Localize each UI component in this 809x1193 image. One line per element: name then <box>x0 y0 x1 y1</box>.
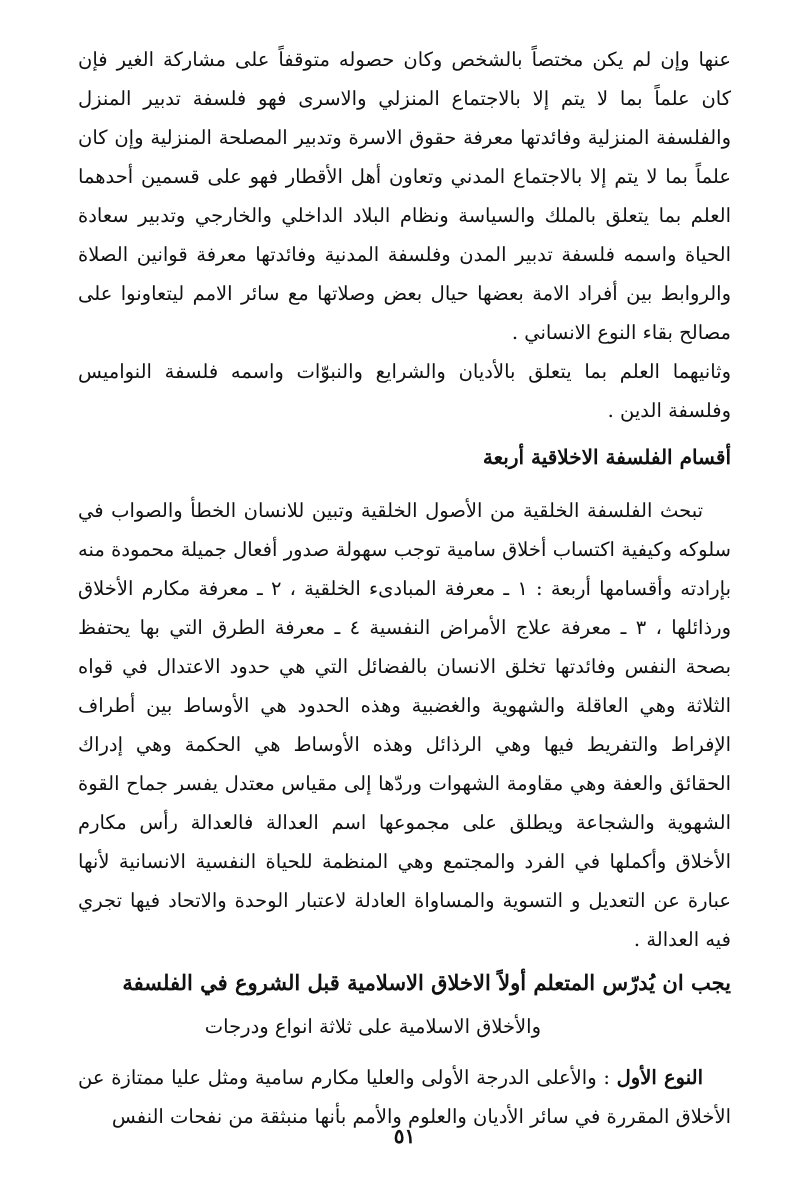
section-heading-islamic-ethics: يجب ان يُدرّس المتعلم أولاً الاخلاق الاسلامية قبل الشروع في الفلسفة <box>122 970 731 995</box>
paragraph-islamic-ethics-types: والأخلاق الاسلامية على ثلاثة انواع ودرجات <box>204 1015 541 1038</box>
first-type-text: : والأعلى الدرجة الأولى والعليا مكارم سامية ومثل عليا ممتازة عن الأخلاق المقررة في سائر الأديان والعلوم والأمم بأنها منبثقة من نفحات النفس <box>78 1066 731 1128</box>
first-type-label: النوع الأول <box>616 1066 704 1089</box>
paragraph-religion-philosophy: وثانيهما العلم بما يتعلق بالأديان والشرايع والنبوّات واسمه فلسفة النواميس وفلسفة الدين . <box>78 360 731 422</box>
paragraph-household-civil-philosophy: عنها وإن لم يكن مختصاً بالشخص وكان حصوله متوقفاً على مشاركة الغير فإن كان علماً بما لا يتم إلا بالاجتماع المنزلي والاسرى فهو فلسفة تدبير المنزل والفلسفة المنزلية وفائدتها معرفة حقوق الاسرة وتدبير المصلحة المنزلية وإن كان علماً بما لا يتم إلا بالاجتماع المدني وتعاون أهل الأقطار فهو على قسمين أحدهما العلم بما يتعلق بالملك والسياسة ونظام البلاد الداخلي والخارجي وتدبير سعادة الحياة واسمه فلسفة تدبير المدن وفلسفة المدنية وفائدتها معرفة قوانين الصلاة والروابط بين أفراد الامة بعضها حيال بعض وصلاتها مع سائر الامم ليتعاونوا على مصالح بقاء النوع الانساني . <box>78 48 731 344</box>
page-number: ٥١ <box>393 1124 416 1148</box>
paragraph-ethics-divisions: تبحث الفلسفة الخلقية من الأصول الخلقية وتبين للانسان الخطأ والصواب في سلوكه وكيفية اكتساب أخلاق سامية توجب سهولة صدور أفعال جميلة محمودة منه بإرادته وأقسامها أربعة : ١ ـ معرفة المبادىء الخلقية ، ٢ ـ معرفة مكارم الأخلاق ورذائلها ، ٣ ـ معرفة علاج الأمراض النفسية ٤ ـ معرفة الطرق التي بها يحتفظ بصحة النفس وفائدتها تخلق الانسان بالفضائل التي هي حدود الاعتدال في قواه الثلاثة وهي العاقلة والشهوية والغضبية وهذه الحدود هي الأوساط بين أطراف الإفراط والتفريط فيها وهي الرذائل وهذه الأوساط هي الحكمة وهي إدراك الحقائق والعفة وهي مقاومة الشهوات وردّها إلى مقياس معتدل يفسر جماح القوة الشهوية والشجاعة ويطلق على مجموعها اسم العدالة فالعدالة رأس مكارم الأخلاق وأكملها في الفرد والمجتمع وهي المنظمة للحياة النفسية الانسانية لأنها عبارة عن التعديل و التسوية والمساواة العادلة لاعتبار الوحدة والاتحاد فيها تجري فيه العدالة . <box>78 499 732 951</box>
section-heading-ethics-divisions: أقسام الفلسفة الاخلاقية أربعة <box>482 445 731 469</box>
